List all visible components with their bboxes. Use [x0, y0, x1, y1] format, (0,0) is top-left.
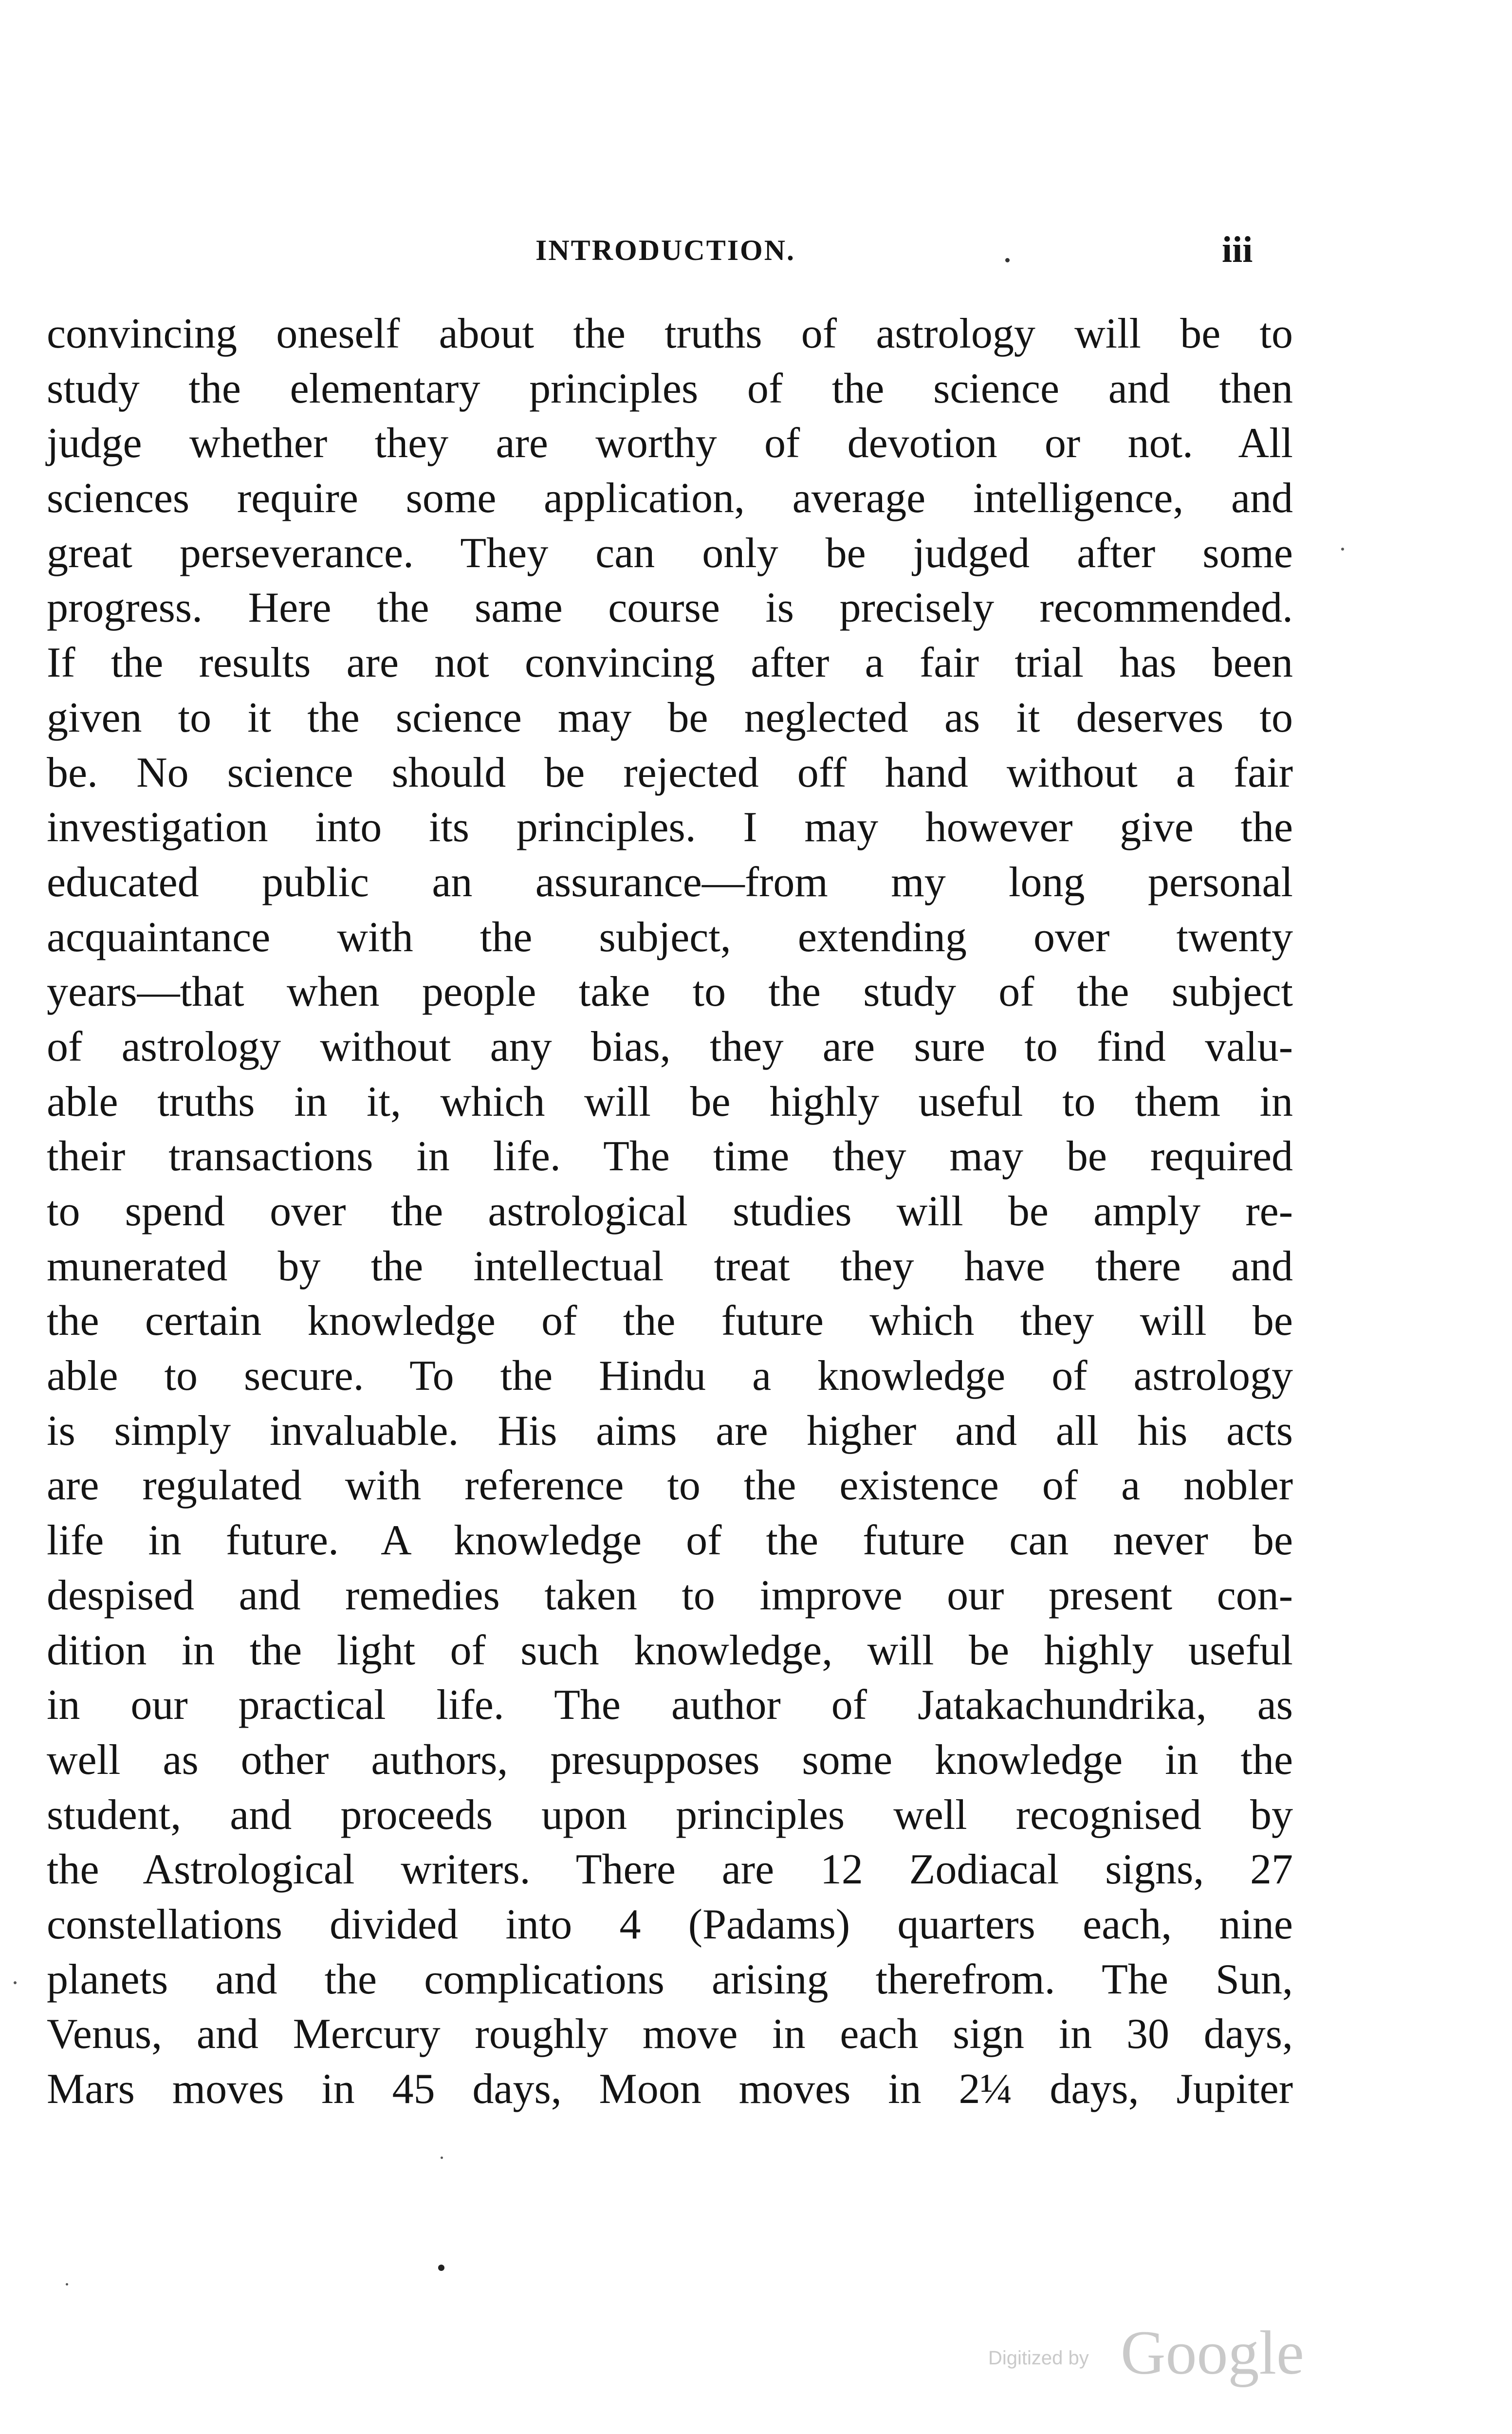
body-paragraph — [47, 307, 1293, 2117]
text-line: student, and proceeds upon principles well recognised by — [47, 1791, 1293, 1839]
ink-speck — [441, 2157, 443, 2159]
text-line: investigation into its principles. I may however give the — [47, 804, 1293, 851]
running-title: INTRODUCTION. — [535, 234, 796, 266]
text-line: of astrology without any bias, they are sure to find valu- — [47, 1023, 1293, 1070]
watermark-brand: Google — [1121, 2318, 1304, 2387]
ink-speck — [1341, 548, 1344, 551]
text-line: planets and the complications arising therefrom. The Sun, — [47, 1955, 1293, 2003]
watermark-prefix: Digitized by — [988, 2347, 1089, 2369]
text-line: well as other authors, presupposes some knowledge in the — [47, 1736, 1293, 1784]
running-head — [0, 229, 1512, 277]
text-line: munerated by the intellectual treat they have there and — [47, 1242, 1293, 1290]
text-line: be. No science should be rejected off hand without a fair — [47, 749, 1293, 796]
text-line: able to secure. To the Hindu a knowledge of astrology — [47, 1352, 1293, 1400]
text-line: the Astrological writers. There are 12 Zodiacal signs, 27 — [47, 1846, 1293, 1894]
ink-speck — [438, 2265, 444, 2271]
page-number: iii — [1222, 229, 1253, 270]
text-line: are regulated with reference to the existence of a nobler — [47, 1462, 1293, 1510]
text-line: constellations divided into 4 (Padams) quarters each, nine — [47, 1900, 1293, 1948]
header-ink-speck — [1005, 258, 1010, 262]
text-line: convincing oneself about the truths of astrology will be to — [47, 310, 1293, 357]
text-line: sciences require some application, average intelligence, and — [47, 475, 1293, 522]
text-line: in our practical life. The author of Jatakachundrika, as — [47, 1681, 1293, 1729]
text-line: to spend over the astrological studies will be amply re- — [47, 1188, 1293, 1235]
ink-speck — [14, 1981, 17, 1984]
text-line: despised and remedies taken to improve our present con- — [47, 1571, 1293, 1619]
text-line: judge whether they are worthy of devotion or not. All — [47, 420, 1293, 467]
text-line: dition in the light of such knowledge, will be highly useful — [47, 1626, 1293, 1674]
text-line: educated public an assurance—from my long personal — [47, 858, 1293, 906]
text-line: If the results are not convincing after a fair trial has been — [47, 639, 1293, 687]
text-line: is simply invaluable. His aims are higher and all his acts — [47, 1407, 1293, 1455]
text-line: great perseverance. They can only be judged after some — [47, 529, 1293, 577]
text-line: given to it the science may be neglected as it deserves to — [47, 694, 1293, 741]
text-line: able truths in it, which will be highly useful to them in — [47, 1078, 1293, 1125]
text-line: their transactions in life. The time they may be required — [47, 1133, 1293, 1180]
digitized-by-google-watermark — [988, 2317, 1304, 2390]
text-line: the certain knowledge of the future which they will be — [47, 1297, 1293, 1345]
ink-speck — [66, 2283, 68, 2286]
text-line: years—that when people take to the study of the subject — [47, 968, 1293, 1016]
text-line: acquaintance with the subject, extending over twenty — [47, 913, 1293, 961]
text-line: life in future. A knowledge of the future can never be — [47, 1517, 1293, 1565]
text-line: Mars moves in 45 days, Moon moves in 2¼ days, Jupiter — [47, 2065, 1293, 2113]
text-line: Venus, and Mercury roughly move in each sign in 30 days, — [47, 2010, 1293, 2058]
text-line: progress. Here the same course is precisely recommended. — [47, 584, 1293, 632]
text-line: study the elementary principles of the science and then — [47, 365, 1293, 412]
